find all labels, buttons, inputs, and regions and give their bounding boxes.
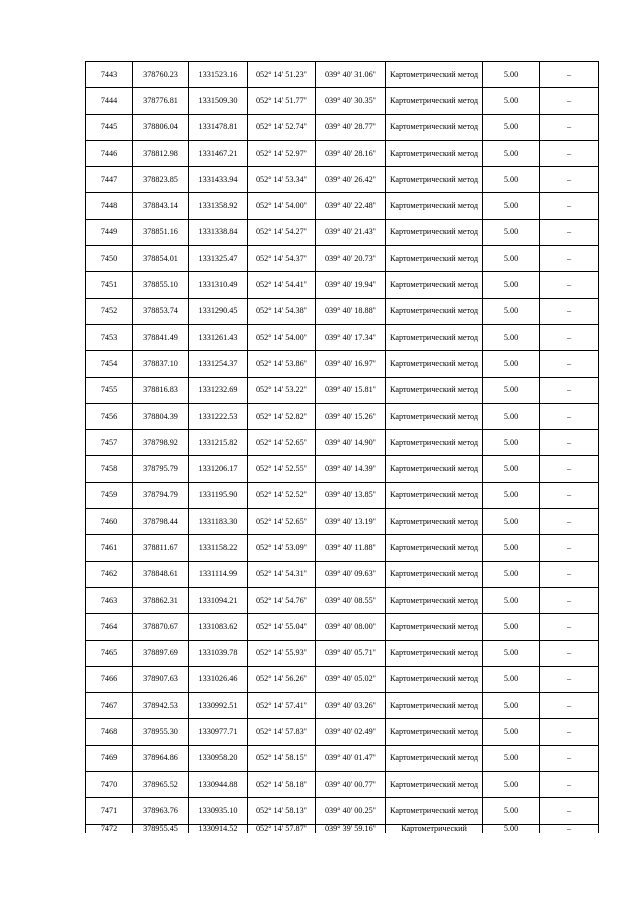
latitude-cell: 052° 14' 58.18"	[248, 772, 316, 798]
method-cell: Картометрический метод	[386, 403, 483, 429]
latitude-cell: 052° 14' 53.22"	[248, 377, 316, 403]
y-coordinate-cell: 1331039.78	[189, 640, 248, 666]
latitude-cell: 052° 14' 57.83"	[248, 719, 316, 745]
point-number-cell: 7471	[86, 798, 133, 824]
point-number-cell: 7464	[86, 614, 133, 640]
accuracy-cell: 5.00	[483, 772, 540, 798]
accuracy-cell: 5.00	[483, 298, 540, 324]
note-cell	[540, 824, 599, 833]
note-cell: –	[540, 88, 599, 114]
accuracy-text: 5.00	[503, 824, 519, 833]
method-cell: Картометрический метод	[386, 719, 483, 745]
note-cell: –	[540, 324, 599, 350]
accuracy-cell: 5.00	[483, 745, 540, 771]
accuracy-cell: 5.00	[483, 351, 540, 377]
note-cell: –	[540, 772, 599, 798]
x-coordinate-cell: 378955.30	[133, 719, 189, 745]
latitude-cell: 052° 14' 55.04"	[248, 614, 316, 640]
method-cell: Картометрический метод	[386, 167, 483, 193]
latitude-cell: 052° 14' 54.00"	[248, 324, 316, 350]
point-number-cell: 7460	[86, 509, 133, 535]
longitude-cell: 039° 40' 13.85"	[316, 482, 386, 508]
accuracy-cell: 5.00	[483, 272, 540, 298]
point-number-cell: 7446	[86, 140, 133, 166]
latitude-cell: 052° 14' 54.00"	[248, 193, 316, 219]
x-coordinate-cell: 378798.92	[133, 430, 189, 456]
latitude-cell: 052° 14' 53.09"	[248, 535, 316, 561]
point-number-cell: 7458	[86, 456, 133, 482]
x-coordinate-cell: 378776.81	[133, 88, 189, 114]
longitude-cell: 039° 40' 13.19"	[316, 509, 386, 535]
y-coordinate-cell: 1331310.49	[189, 272, 248, 298]
table-row	[86, 587, 599, 613]
note-cell: –	[540, 535, 599, 561]
x-coordinate-text: 378955.45	[143, 824, 178, 833]
accuracy-cell	[483, 824, 540, 833]
note-cell: –	[540, 640, 599, 666]
latitude-cell: 052° 14' 52.52"	[248, 482, 316, 508]
x-coordinate-cell: 378806.04	[133, 114, 189, 140]
longitude-cell	[316, 824, 386, 833]
longitude-cell: 039° 40' 28.77"	[316, 114, 386, 140]
latitude-cell: 052° 14' 54.37"	[248, 246, 316, 272]
y-coordinate-cell: 1331261.43	[189, 324, 248, 350]
latitude-cell: 052° 14' 52.55"	[248, 456, 316, 482]
x-coordinate-cell: 378963.76	[133, 798, 189, 824]
table-row	[86, 324, 599, 350]
accuracy-cell: 5.00	[483, 140, 540, 166]
table-row	[86, 456, 599, 482]
longitude-cell: 039° 40' 17.34"	[316, 324, 386, 350]
accuracy-cell: 5.00	[483, 535, 540, 561]
accuracy-cell: 5.00	[483, 167, 540, 193]
method-cell: Картометрический метод	[386, 614, 483, 640]
accuracy-cell: 5.00	[483, 614, 540, 640]
longitude-cell: 039° 40' 30.35"	[316, 88, 386, 114]
x-coordinate-cell: 378798.44	[133, 509, 189, 535]
x-coordinate-cell: 378804.39	[133, 403, 189, 429]
method-cell: Картометрический метод	[386, 745, 483, 771]
longitude-cell: 039° 40' 09.63"	[316, 561, 386, 587]
accuracy-cell: 5.00	[483, 219, 540, 245]
longitude-cell: 039° 40' 00.77"	[316, 772, 386, 798]
x-coordinate-cell: 378897.69	[133, 640, 189, 666]
longitude-cell: 039° 40' 18.88"	[316, 298, 386, 324]
method-cell: Картометрический метод	[386, 561, 483, 587]
accuracy-cell: 5.00	[483, 403, 540, 429]
x-coordinate-cell	[133, 824, 189, 833]
y-coordinate-cell: 1331338.84	[189, 219, 248, 245]
method-cell: Картометрический метод	[386, 62, 483, 88]
table-row	[86, 114, 599, 140]
y-coordinate-cell: 1331195.90	[189, 482, 248, 508]
x-coordinate-cell: 378870.67	[133, 614, 189, 640]
y-coordinate-cell: 1331523.16	[189, 62, 248, 88]
y-coordinate-text: 1330914.52	[198, 824, 238, 833]
note-cell: –	[540, 219, 599, 245]
y-coordinate-cell: 1331215.82	[189, 430, 248, 456]
y-coordinate-cell: 1330944.88	[189, 772, 248, 798]
point-number-cell: 7453	[86, 324, 133, 350]
x-coordinate-cell: 378841.49	[133, 324, 189, 350]
method-cell: Картометрический метод	[386, 535, 483, 561]
y-coordinate-cell	[189, 824, 248, 833]
latitude-cell: 052° 14' 52.97"	[248, 140, 316, 166]
y-coordinate-cell: 1330935.10	[189, 798, 248, 824]
point-number-cell: 7468	[86, 719, 133, 745]
point-number-cell: 7447	[86, 167, 133, 193]
point-number-cell: 7465	[86, 640, 133, 666]
note-cell: –	[540, 403, 599, 429]
accuracy-cell: 5.00	[483, 798, 540, 824]
longitude-cell: 039° 40' 02.49"	[316, 719, 386, 745]
accuracy-cell: 5.00	[483, 430, 540, 456]
method-cell: Картометрический метод	[386, 666, 483, 692]
longitude-cell: 039° 40' 14.39"	[316, 456, 386, 482]
latitude-cell	[248, 824, 316, 833]
method-cell: Картометрический метод	[386, 772, 483, 798]
y-coordinate-cell: 1331478.81	[189, 114, 248, 140]
point-number-cell: 7462	[86, 561, 133, 587]
longitude-cell: 039° 40' 00.25"	[316, 798, 386, 824]
note-cell: –	[540, 140, 599, 166]
method-cell: Картометрический метод	[386, 88, 483, 114]
longitude-cell: 039° 40' 16.97"	[316, 351, 386, 377]
y-coordinate-cell: 1331026.46	[189, 666, 248, 692]
longitude-cell: 039° 40' 03.26"	[316, 693, 386, 719]
longitude-cell: 039° 40' 08.00"	[316, 614, 386, 640]
latitude-cell: 052° 14' 54.76"	[248, 587, 316, 613]
x-coordinate-cell: 378812.98	[133, 140, 189, 166]
longitude-cell: 039° 40' 05.71"	[316, 640, 386, 666]
x-coordinate-cell: 378851.16	[133, 219, 189, 245]
y-coordinate-cell: 1330977.71	[189, 719, 248, 745]
table-row	[86, 561, 599, 587]
accuracy-cell: 5.00	[483, 88, 540, 114]
table-row	[86, 298, 599, 324]
y-coordinate-cell: 1330992.51	[189, 693, 248, 719]
method-cell: Картометрический метод	[386, 640, 483, 666]
note-cell: –	[540, 561, 599, 587]
accuracy-cell: 5.00	[483, 587, 540, 613]
note-cell: –	[540, 62, 599, 88]
latitude-cell: 052° 14' 51.77"	[248, 88, 316, 114]
latitude-cell: 052° 14' 54.31"	[248, 561, 316, 587]
y-coordinate-cell: 1331358.92	[189, 193, 248, 219]
table-row	[86, 798, 599, 824]
method-cell: Картометрический метод	[386, 219, 483, 245]
coordinates-table	[85, 61, 599, 833]
note-cell: –	[540, 351, 599, 377]
point-number-cell: 7455	[86, 377, 133, 403]
x-coordinate-cell: 378843.14	[133, 193, 189, 219]
accuracy-cell: 5.00	[483, 62, 540, 88]
note-cell: –	[540, 456, 599, 482]
y-coordinate-cell: 1331290.45	[189, 298, 248, 324]
method-cell: Картометрический метод	[386, 193, 483, 219]
note-cell: –	[540, 798, 599, 824]
latitude-cell: 052° 14' 52.74"	[248, 114, 316, 140]
point-number-cell: 7454	[86, 351, 133, 377]
point-number-cell: 7469	[86, 745, 133, 771]
latitude-cell: 052° 14' 57.41"	[248, 693, 316, 719]
table-row	[86, 824, 599, 833]
longitude-cell: 039° 40' 15.26"	[316, 403, 386, 429]
table-row	[86, 377, 599, 403]
y-coordinate-cell: 1331509.30	[189, 88, 248, 114]
method-cell: Картометрический метод	[386, 272, 483, 298]
y-coordinate-cell: 1331325.47	[189, 246, 248, 272]
point-number-cell: 7448	[86, 193, 133, 219]
point-number-cell: 7470	[86, 772, 133, 798]
method-cell: Картометрический метод	[386, 587, 483, 613]
table-row	[86, 193, 599, 219]
longitude-cell: 039° 40' 01.47"	[316, 745, 386, 771]
method-cell: Картометрический метод	[386, 798, 483, 824]
note-cell: –	[540, 246, 599, 272]
point-number-cell: 7443	[86, 62, 133, 88]
note-cell: –	[540, 430, 599, 456]
accuracy-cell: 5.00	[483, 193, 540, 219]
latitude-text: 052° 14' 57.87"	[255, 824, 308, 833]
table-row	[86, 351, 599, 377]
table-row	[86, 535, 599, 561]
table-row	[86, 614, 599, 640]
table-row	[86, 140, 599, 166]
x-coordinate-cell: 378907.63	[133, 666, 189, 692]
accuracy-cell: 5.00	[483, 561, 540, 587]
note-cell: –	[540, 298, 599, 324]
method-cell: Картометрический метод	[386, 140, 483, 166]
point-number-cell: 7456	[86, 403, 133, 429]
note-cell: –	[540, 482, 599, 508]
note-cell: –	[540, 614, 599, 640]
accuracy-cell: 5.00	[483, 482, 540, 508]
method-text: Картометрический	[401, 824, 467, 833]
note-cell: –	[540, 377, 599, 403]
latitude-cell: 052° 14' 52.82"	[248, 403, 316, 429]
y-coordinate-cell: 1331232.69	[189, 377, 248, 403]
point-number-cell: 7445	[86, 114, 133, 140]
accuracy-cell: 5.00	[483, 324, 540, 350]
table-row	[86, 693, 599, 719]
table-row	[86, 666, 599, 692]
latitude-cell: 052° 14' 51.23"	[248, 62, 316, 88]
table-row	[86, 430, 599, 456]
y-coordinate-cell: 1331158.22	[189, 535, 248, 561]
point-number-cell: 7451	[86, 272, 133, 298]
point-number-cell: 7466	[86, 666, 133, 692]
longitude-cell: 039° 40' 21.43"	[316, 219, 386, 245]
x-coordinate-cell: 378816.83	[133, 377, 189, 403]
latitude-cell: 052° 14' 53.34"	[248, 167, 316, 193]
point-number-cell: 7459	[86, 482, 133, 508]
point-number-cell: 7467	[86, 693, 133, 719]
table-row	[86, 482, 599, 508]
x-coordinate-cell: 378848.61	[133, 561, 189, 587]
note-text: –	[566, 824, 572, 833]
note-cell: –	[540, 745, 599, 771]
note-cell: –	[540, 193, 599, 219]
latitude-cell: 052° 14' 55.93"	[248, 640, 316, 666]
y-coordinate-cell: 1331083.62	[189, 614, 248, 640]
x-coordinate-cell: 378794.79	[133, 482, 189, 508]
latitude-cell: 052° 14' 54.41"	[248, 272, 316, 298]
method-cell: Картометрический метод	[386, 430, 483, 456]
longitude-cell: 039° 40' 31.06"	[316, 62, 386, 88]
x-coordinate-cell: 378854.01	[133, 246, 189, 272]
x-coordinate-cell: 378795.79	[133, 456, 189, 482]
method-cell: Картометрический метод	[386, 377, 483, 403]
x-coordinate-cell: 378965.52	[133, 772, 189, 798]
latitude-cell: 052° 14' 58.15"	[248, 745, 316, 771]
x-coordinate-cell: 378811.67	[133, 535, 189, 561]
method-cell: Картометрический метод	[386, 298, 483, 324]
table-row	[86, 219, 599, 245]
note-cell: –	[540, 719, 599, 745]
table-row	[86, 88, 599, 114]
x-coordinate-cell: 378823.85	[133, 167, 189, 193]
longitude-cell: 039° 40' 19.94"	[316, 272, 386, 298]
note-cell: –	[540, 587, 599, 613]
table-row	[86, 509, 599, 535]
latitude-cell: 052° 14' 52.65"	[248, 430, 316, 456]
longitude-text: 039° 39' 59.16"	[324, 824, 377, 833]
note-cell: –	[540, 272, 599, 298]
accuracy-cell: 5.00	[483, 719, 540, 745]
table-row	[86, 745, 599, 771]
latitude-cell: 052° 14' 56.26"	[248, 666, 316, 692]
y-coordinate-cell: 1331094.21	[189, 587, 248, 613]
table-row	[86, 246, 599, 272]
table-row	[86, 167, 599, 193]
method-cell: Картометрический метод	[386, 246, 483, 272]
point-number-cell: 7463	[86, 587, 133, 613]
y-coordinate-cell: 1331206.17	[189, 456, 248, 482]
accuracy-cell: 5.00	[483, 246, 540, 272]
table-row	[86, 640, 599, 666]
accuracy-cell: 5.00	[483, 377, 540, 403]
longitude-cell: 039° 40' 11.88"	[316, 535, 386, 561]
note-cell: –	[540, 693, 599, 719]
x-coordinate-cell: 378855.10	[133, 272, 189, 298]
method-cell: Картометрический метод	[386, 324, 483, 350]
longitude-cell: 039° 40' 05.02"	[316, 666, 386, 692]
table-row	[86, 62, 599, 88]
accuracy-cell: 5.00	[483, 693, 540, 719]
latitude-cell: 052° 14' 54.27"	[248, 219, 316, 245]
accuracy-cell: 5.00	[483, 456, 540, 482]
note-cell: –	[540, 666, 599, 692]
y-coordinate-cell: 1331467.21	[189, 140, 248, 166]
point-number-cell	[86, 824, 133, 833]
method-cell: Картометрический метод	[386, 456, 483, 482]
x-coordinate-cell: 378853.74	[133, 298, 189, 324]
latitude-cell: 052° 14' 58.13"	[248, 798, 316, 824]
x-coordinate-cell: 378862.31	[133, 587, 189, 613]
longitude-cell: 039° 40' 14.90"	[316, 430, 386, 456]
point-number-cell: 7461	[86, 535, 133, 561]
longitude-cell: 039° 40' 08.55"	[316, 587, 386, 613]
note-cell: –	[540, 167, 599, 193]
note-cell: –	[540, 114, 599, 140]
y-coordinate-cell: 1330958.20	[189, 745, 248, 771]
x-coordinate-cell: 378837.10	[133, 351, 189, 377]
accuracy-cell: 5.00	[483, 114, 540, 140]
x-coordinate-cell: 378964.86	[133, 745, 189, 771]
x-coordinate-cell: 378760.23	[133, 62, 189, 88]
point-number-cell: 7450	[86, 246, 133, 272]
table-row	[86, 719, 599, 745]
method-cell: Картометрический метод	[386, 693, 483, 719]
longitude-cell: 039° 40' 28.16"	[316, 140, 386, 166]
table-row	[86, 403, 599, 429]
y-coordinate-cell: 1331254.37	[189, 351, 248, 377]
longitude-cell: 039° 40' 26.42"	[316, 167, 386, 193]
latitude-cell: 052° 14' 53.86"	[248, 351, 316, 377]
y-coordinate-cell: 1331114.99	[189, 561, 248, 587]
method-cell: Картометрический метод	[386, 509, 483, 535]
note-cell: –	[540, 509, 599, 535]
longitude-cell: 039° 40' 20.73"	[316, 246, 386, 272]
y-coordinate-cell: 1331183.30	[189, 509, 248, 535]
point-number-cell: 7452	[86, 298, 133, 324]
longitude-cell: 039° 40' 22.48"	[316, 193, 386, 219]
accuracy-cell: 5.00	[483, 640, 540, 666]
latitude-cell: 052° 14' 54.38"	[248, 298, 316, 324]
accuracy-cell: 5.00	[483, 666, 540, 692]
table-body	[86, 62, 599, 833]
point-number-text: 7472	[100, 824, 118, 833]
table-row	[86, 272, 599, 298]
method-cell: Картометрический метод	[386, 482, 483, 508]
table-row	[86, 772, 599, 798]
point-number-cell: 7457	[86, 430, 133, 456]
x-coordinate-cell: 378942.53	[133, 693, 189, 719]
longitude-cell: 039° 40' 15.81"	[316, 377, 386, 403]
method-cell: Картометрический метод	[386, 114, 483, 140]
y-coordinate-cell: 1331222.53	[189, 403, 248, 429]
latitude-cell: 052° 14' 52.65"	[248, 509, 316, 535]
y-coordinate-cell: 1331433.94	[189, 167, 248, 193]
accuracy-cell: 5.00	[483, 509, 540, 535]
point-number-cell: 7449	[86, 219, 133, 245]
method-cell: Картометрический метод	[386, 351, 483, 377]
point-number-cell: 7444	[86, 88, 133, 114]
method-cell	[386, 824, 483, 833]
